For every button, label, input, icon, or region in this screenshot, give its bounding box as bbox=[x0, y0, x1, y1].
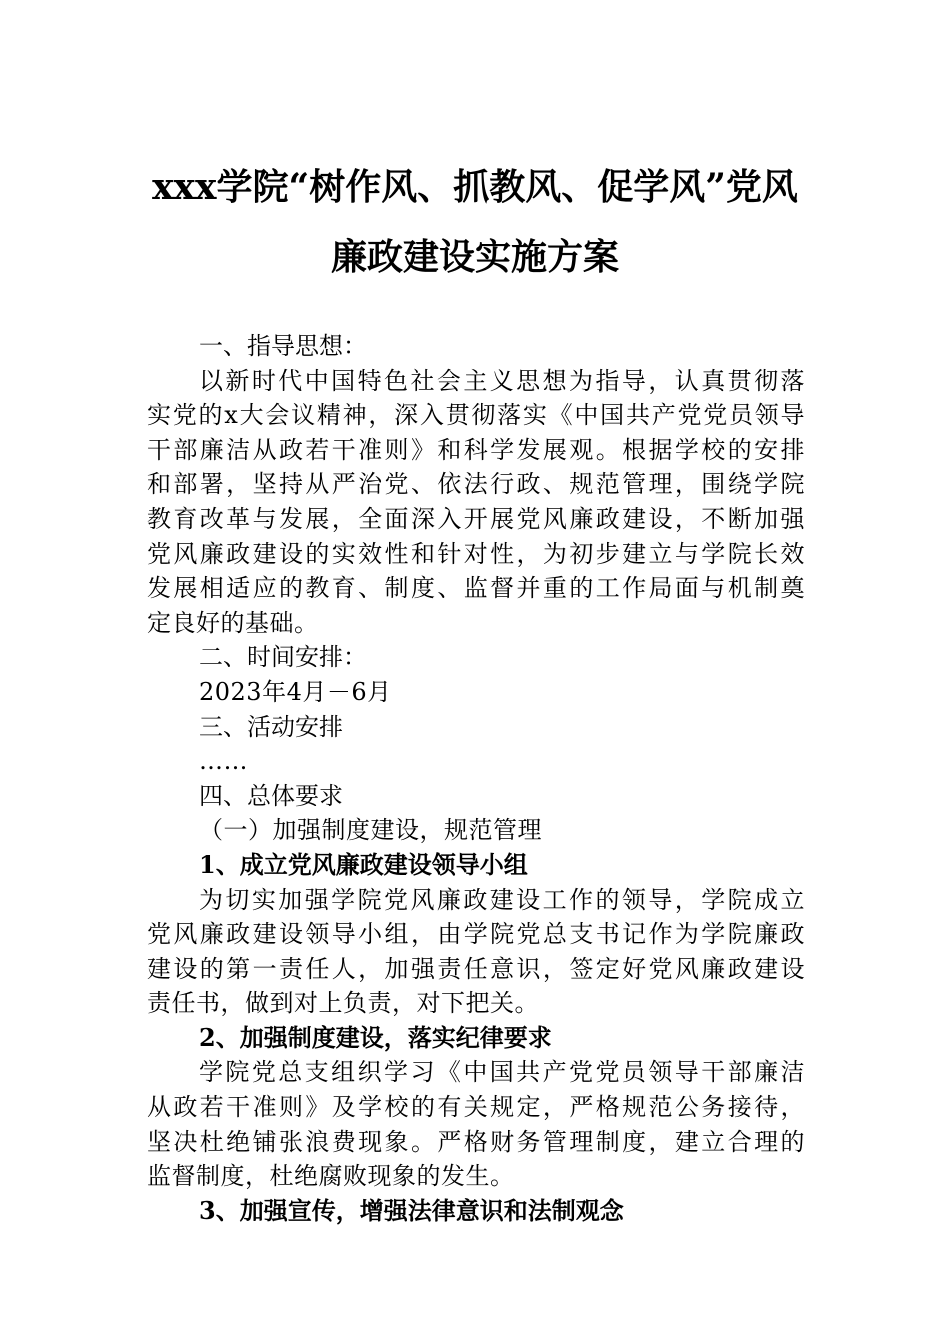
paragraph-line: 从政若干准则》及学校的有关规定，严格规范公务接待， bbox=[147, 1093, 805, 1122]
subsection-heading: （一）加强制度建设，规范管理 bbox=[199, 816, 542, 845]
paragraph-line: 建设的第一责任人，加强责任意识，签定好党风廉政建设 bbox=[147, 954, 805, 983]
section-heading-guiding-thought: 一、指导思想： bbox=[199, 332, 367, 360]
item-title-2: 2、加强制度建设，落实纪律要求 bbox=[199, 1022, 552, 1052]
paragraph-line: 学院党总支组织学习《中国共产党党员领导干部廉洁 bbox=[199, 1058, 805, 1087]
section-heading-schedule: 二、时间安排： bbox=[199, 643, 367, 672]
document-title-line-1: xxx学院“树作风、抓教风、促学风”党风 bbox=[152, 166, 798, 208]
schedule-text: 2023年4月－6月 bbox=[199, 677, 392, 706]
paragraph-line: 以新时代中国特色社会主义思想为指导，认真贯彻落 bbox=[199, 366, 805, 395]
paragraph-line: 教育改革与发展，全面深入开展党风廉政建设，不断加强 bbox=[147, 504, 805, 533]
paragraph-line: 坚决杜绝铺张浪费现象。严格财务管理制度，建立合理的 bbox=[147, 1127, 805, 1156]
paragraph-line: 发展相适应的教育、制度、监督并重的工作局面与机制奠 bbox=[147, 574, 805, 603]
paragraph-line: 党风廉政建设领导小组，由学院党总支书记作为学院廉政 bbox=[147, 920, 805, 949]
item-title-3: 3、加强宣传，增强法律意识和法制观念 bbox=[199, 1195, 624, 1225]
item-title-1: 1、成立党风廉政建设领导小组 bbox=[199, 849, 528, 879]
paragraph-line: 责任书，做到对上负责，对下把关。 bbox=[147, 989, 539, 1018]
section-heading-overall-requirements: 四、总体要求 bbox=[199, 781, 343, 810]
paragraph-line: 实党的x大会议精神，深入贯彻落实《中国共产党党员领导 bbox=[147, 401, 805, 430]
activities-ellipsis: …… bbox=[199, 747, 248, 776]
paragraph-line: 干部廉洁从政若干准则》和科学发展观。根据学校的安排 bbox=[147, 435, 805, 464]
paragraph-line: 监督制度，杜绝腐败现象的发生。 bbox=[147, 1162, 515, 1191]
paragraph-line: 定良好的基础。 bbox=[147, 608, 319, 637]
paragraph-line: 为切实加强学院党风廉政建设工作的领导，学院成立 bbox=[199, 885, 805, 914]
paragraph-line: 党风廉政建设的实效性和针对性，为初步建立与学院长效 bbox=[147, 539, 805, 568]
section-heading-activities: 三、活动安排 bbox=[199, 712, 343, 741]
document-body bbox=[147, 329, 805, 1228]
paragraph-line: 和部署，坚持从严治党、依法行政、规范管理，围绕学院 bbox=[147, 470, 805, 499]
document-title-line-2: 廉政建设实施方案 bbox=[330, 236, 619, 278]
